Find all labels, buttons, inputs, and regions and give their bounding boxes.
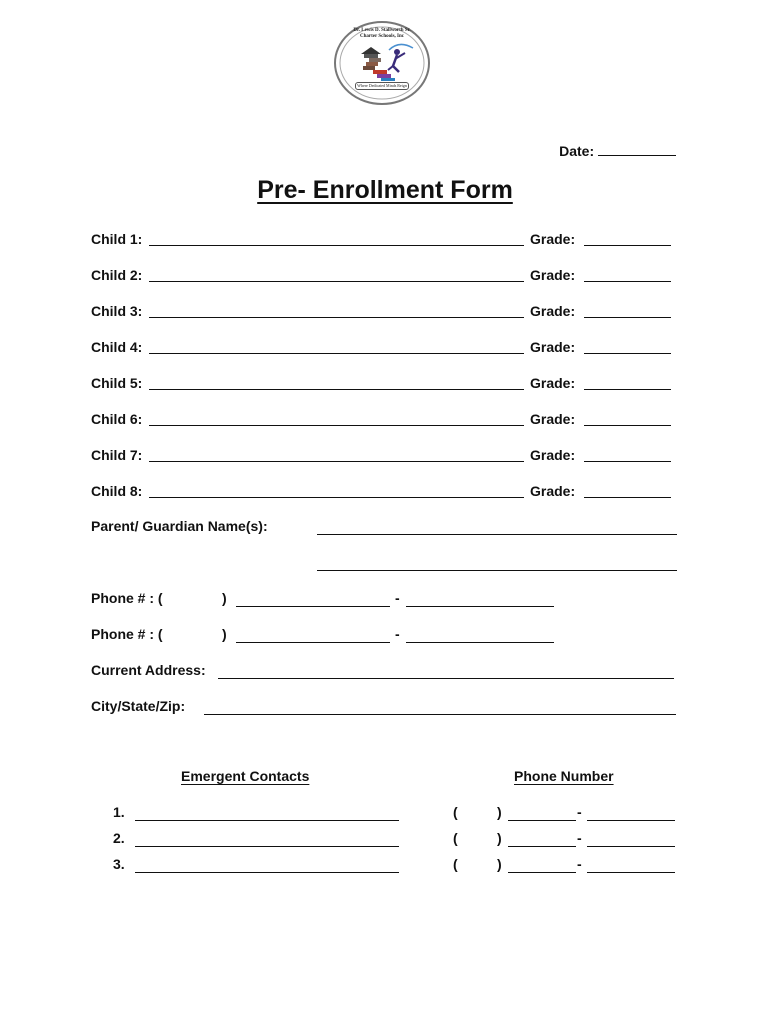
phone-close-paren: ) — [222, 626, 227, 642]
contact-close-paren: ) — [497, 804, 502, 820]
parent-name-field-2[interactable] — [317, 556, 677, 571]
school-logo — [333, 20, 431, 106]
phone-dash: - — [395, 626, 400, 642]
child-name-field[interactable] — [149, 303, 524, 318]
contact-name-field[interactable] — [135, 858, 399, 873]
child-name-field[interactable] — [149, 339, 524, 354]
contact-line-field[interactable] — [587, 806, 675, 821]
date-field[interactable] — [598, 141, 676, 156]
phone-row-2 — [91, 626, 163, 642]
contact-open-paren: ( — [453, 856, 458, 872]
contact-prefix-field[interactable] — [508, 832, 576, 847]
contact-line-field[interactable] — [587, 832, 675, 847]
child-row-1 — [91, 231, 576, 251]
child-label: Child 6: — [91, 411, 143, 427]
logo-org-name — [333, 28, 431, 40]
contact-dash: - — [577, 830, 582, 846]
child-row-3 — [91, 303, 576, 323]
child-name-field[interactable] — [149, 483, 524, 498]
child-row-2 — [91, 267, 576, 287]
date-row — [559, 141, 676, 159]
contact-prefix-field[interactable] — [508, 858, 576, 873]
contact-row-3 — [0, 856, 770, 876]
contact-close-paren: ) — [497, 856, 502, 872]
city-label: City/State/Zip: — [91, 698, 186, 714]
parent-name-field-1[interactable] — [317, 520, 677, 535]
phone-prefix-field[interactable] — [236, 628, 390, 643]
contact-open-paren: ( — [453, 830, 458, 846]
contact-row-2 — [0, 830, 770, 850]
child-name-field[interactable] — [149, 411, 524, 426]
contact-dash: - — [577, 804, 582, 820]
grade-label: Grade: — [530, 483, 576, 499]
contact-row-1 — [0, 804, 770, 824]
contact-number: 1. — [113, 804, 125, 820]
child-row-8 — [91, 483, 576, 503]
logo-motto: Where Dedicated Minds Reign — [355, 82, 409, 90]
contact-dash: - — [577, 856, 582, 872]
grade-field[interactable] — [584, 231, 671, 246]
grade-field[interactable] — [584, 483, 671, 498]
contact-prefix-field[interactable] — [508, 806, 576, 821]
contact-close-paren: ) — [497, 830, 502, 846]
child-label: Child 2: — [91, 267, 143, 283]
child-label: Child 7: — [91, 447, 143, 463]
phone-prefix-field[interactable] — [236, 592, 390, 607]
phone-line-field[interactable] — [406, 592, 554, 607]
grade-label: Grade: — [530, 303, 576, 319]
child-name-field[interactable] — [149, 231, 524, 246]
grade-field[interactable] — [584, 411, 671, 426]
address-label: Current Address: — [91, 662, 206, 678]
contact-number: 3. — [113, 856, 125, 872]
child-name-field[interactable] — [149, 375, 524, 390]
grade-field[interactable] — [584, 375, 671, 390]
child-row-4 — [91, 339, 576, 359]
child-label: Child 8: — [91, 483, 143, 499]
phone-number-heading: Phone Number — [514, 768, 614, 784]
child-label: Child 5: — [91, 375, 143, 391]
logo-org-line1: Dr. Lewis D. Stallworth Sr. — [353, 28, 411, 33]
emergent-contacts-heading: Emergent Contacts — [181, 768, 310, 784]
city-state-zip-field[interactable] — [204, 700, 676, 715]
grade-label: Grade: — [530, 375, 576, 391]
phone-close-paren: ) — [222, 590, 227, 606]
grade-field[interactable] — [584, 447, 671, 462]
date-label: Date: — [559, 143, 595, 159]
phone-row-1 — [91, 590, 163, 606]
page-title: Pre- Enrollment Form — [257, 176, 513, 204]
contact-open-paren: ( — [453, 804, 458, 820]
phone-line-field[interactable] — [406, 628, 554, 643]
phone-label: Phone # : ( — [91, 626, 163, 642]
child-name-field[interactable] — [149, 267, 524, 282]
contact-name-field[interactable] — [135, 832, 399, 847]
grade-label: Grade: — [530, 267, 576, 283]
child-row-7 — [91, 447, 576, 467]
grade-field[interactable] — [584, 303, 671, 318]
child-label: Child 4: — [91, 339, 143, 355]
contact-number: 2. — [113, 830, 125, 846]
phone-dash: - — [395, 590, 400, 606]
grade-label: Grade: — [530, 339, 576, 355]
parent-label: Parent/ Guardian Name(s): — [91, 518, 268, 534]
grade-field[interactable] — [584, 267, 671, 282]
child-name-field[interactable] — [149, 447, 524, 462]
contact-line-field[interactable] — [587, 858, 675, 873]
grade-label: Grade: — [530, 447, 576, 463]
phone-label: Phone # : ( — [91, 590, 163, 606]
child-row-6 — [91, 411, 576, 431]
grade-field[interactable] — [584, 339, 671, 354]
address-field[interactable] — [218, 664, 674, 679]
grade-label: Grade: — [530, 411, 576, 427]
logo-org-line2: Charter Schools, Inc — [360, 34, 404, 39]
contact-name-field[interactable] — [135, 806, 399, 821]
grade-label: Grade: — [530, 231, 576, 247]
child-row-5 — [91, 375, 576, 395]
child-label: Child 1: — [91, 231, 143, 247]
child-label: Child 3: — [91, 303, 143, 319]
